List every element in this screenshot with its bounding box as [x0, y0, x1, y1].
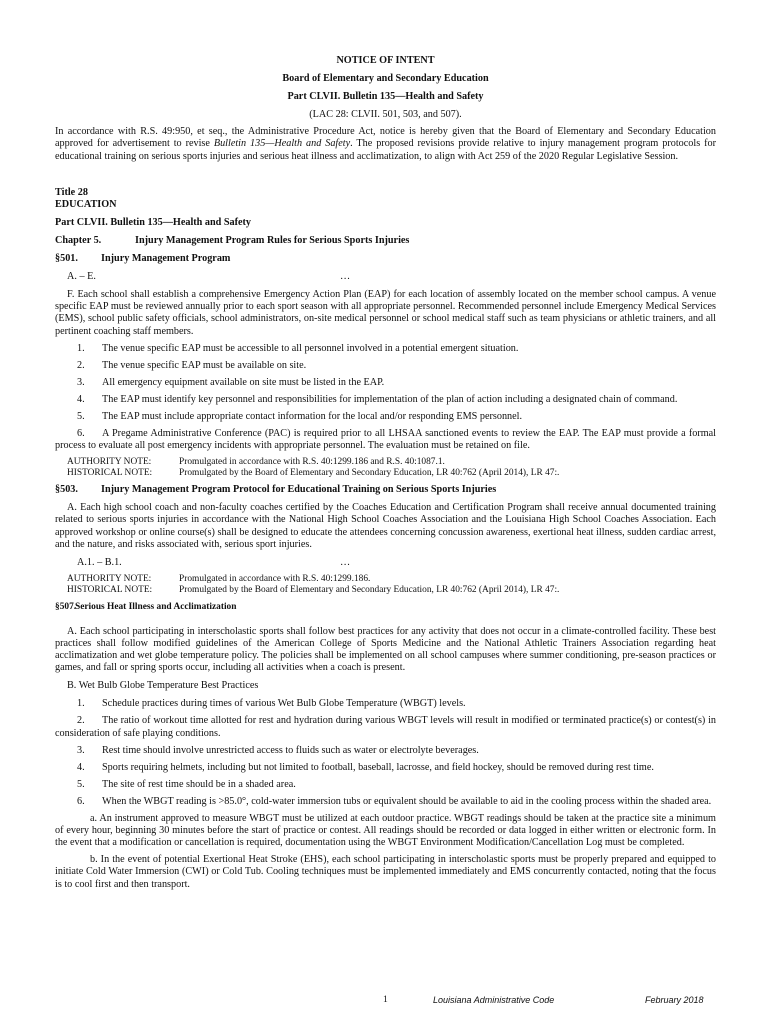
section-503-number: §503.	[55, 484, 78, 496]
range-ellipsis: …	[340, 271, 351, 283]
range-ellipsis: …	[340, 556, 351, 568]
section-507-number: §507.	[55, 601, 77, 612]
list-item: 2. The venue specific EAP must be available on site.	[77, 359, 307, 371]
intro-paragraph	[55, 126, 716, 162]
section-501-range	[55, 271, 716, 283]
section-503-a: A. Each high school coach and non-faculty coaches certified by the Coaches Education and Certification Program shall receive annual documented training related to serious sports injuries in accordance with the National High School Coaches Association and the Louisiana High School Coaches Association. Each approved workshop or online course(s) shall be designed to educate the attendees concerning concussion awareness, exertional heat illness, sudden cardiac arrest, and the nature, and risks associated with, serious sport injuries.	[55, 502, 716, 550]
section-507-a: A. Each school participating in interscholastic sports shall follow best practices for any activity that does not occur in a climate-controlled facility. These best practices shall follow modified guidelines of the American College of Sports Medicine and the National Athletic Trainers Association regarding heat acclimatization and wet globe temperature policy. The policies shall be implemented on all school campuses where summer conditioning, pre-season practices or games, and fall or spring sports occur, including all activities when a coach is present.	[55, 625, 716, 674]
range-label: A. – E.	[67, 271, 96, 283]
section-507-items	[55, 698, 716, 808]
list-item: 6. When the WBGT reading is >85.0°, cold-water immersion tubs or equivalent should be available to aid in the cooling process within the shaded area.	[77, 795, 712, 807]
chapter-heading	[55, 235, 716, 247]
list-item: 1. The venue specific EAP must be accessible to all personnel involved in a potential emergent situation.	[77, 342, 519, 354]
section-501-items	[55, 343, 716, 453]
list-item: 5. The site of rest time should be in a shaded area.	[77, 778, 296, 790]
sub-item-a: a. An instrument approved to measure WBGT must be utilized at each outdoor practice. WBGT readings should be taken at the practice site a minimum of every hour, beginning 30 minutes before the start of practice or contest. All readings should be recorded or data logged in either written or electronic form. In the event that a modification or cancellation is required, documentation using the WBGT Environment Modification/Cancellation Log must be completed.	[55, 813, 716, 849]
title-education: EDUCATION	[55, 198, 117, 210]
chapter-title: Injury Management Program Rules for Serious Sports Injuries	[135, 234, 410, 246]
section-501-f: F. Each school shall establish a comprehensive Emergency Action Plan (EAP) for each location of assembly located on the member school campus. A venue specific EAP must be reviewed annually prior to each sport season with all appropriate personnel. Recommended personnel include Emergency Medical Services (EMS), school public safety officials, school administrators, on-site medical personnel or school medical staff such as team physicians or athletic trainers, and all pertinent coaching staff members.	[55, 289, 716, 337]
section-501-number: §501.	[55, 253, 78, 265]
section-501-title: Injury Management Program	[101, 253, 231, 265]
list-item: 3. All emergency equipment available on site must be listed in the EAP.	[77, 376, 385, 388]
historical-note: HISTORICAL NOTE: Promulgated by the Board of Elementary and Secondary Education, LR 40:762 (April 2014), LR 47:.	[67, 584, 560, 595]
list-item: 3. Rest time should involve unrestricted access to fluids such as water or electrolyte beverages.	[77, 744, 479, 756]
sub-item-b: b. In the event of potential Exertional Heat Stroke (EHS), each school participating in interscholastic sports must be properly prepared and equipped to initiate Cold Water Immersion (CWI) or Cold Tub. Cooling techniques must be implemented immediately and EMS concurrently contacted, noting that the focus is to cool first and then transport.	[55, 854, 716, 890]
range-label: A.1. – B.1.	[77, 556, 122, 568]
page-footer	[0, 994, 770, 1008]
authority-note: AUTHORITY NOTE: Promulgated in accordance with R.S. 40:1299.186.	[67, 573, 371, 584]
footer-source: Louisiana Administrative Code	[433, 995, 555, 1005]
list-item: 2. The ratio of workout time allotted for rest and hydration during various WBGT levels will result in modified or terminated practice(s) or contest(s) in consideration of safe playing conditions.	[55, 715, 716, 739]
lac-reference: (LAC 28: CLVII. 501, 503, and 507).	[309, 109, 462, 121]
section-507-title: Serious Heat Illness and Acclimatization	[75, 601, 237, 612]
list-item: 4. The EAP must identify key personnel and responsibilities for implementation of the plan of action including a designated chain of command.	[77, 393, 678, 405]
title-part: Part CLVII. Bulletin 135—Health and Safety	[55, 216, 252, 228]
authority-note: AUTHORITY NOTE: Promulgated in accordance with R.S. 40:1299.186 and R.S. 40:1087.1.	[67, 457, 445, 468]
notice-title: NOTICE OF INTENT	[336, 55, 435, 66]
section-507-b: B. Wet Bulb Globe Temperature Best Practices	[67, 680, 259, 692]
title-number: Title 28	[55, 186, 88, 198]
intro-text-post: . The proposed revisions provide relative to injury management program protocols for educational training on serious sports injuries and serious heat illness and acclimatization, to align with Act 259 of the 2020 Regular Legislative Session.	[55, 138, 716, 162]
section-503-heading	[55, 484, 716, 496]
section-503-range	[55, 557, 716, 569]
list-item: 4. Sports requiring helmets, including but not limited to football, baseball, lacrosse, and field hockey, should be removed during rest time.	[77, 761, 654, 773]
list-item: 5. The EAP must include appropriate contact information for the local and/or responding EMS personnel.	[77, 410, 523, 422]
chapter-number: Chapter 5.	[55, 234, 102, 246]
part-heading: Part CLVII. Bulletin 135—Health and Safety	[287, 91, 484, 103]
section-507-heading	[55, 601, 716, 613]
board-name: Board of Elementary and Secondary Education	[282, 73, 489, 85]
document-page	[55, 55, 716, 891]
page-number: 1	[383, 994, 388, 1005]
intro-text-pre: In accordance with R.S. 49:950, et seq., the Administrative Procedure Act, notice is hereby given that the Board of Elementary and Secondary Education approved for advertisement to revise	[55, 126, 716, 150]
intro-text-italic: Bulletin 135—Health and Safety	[213, 138, 351, 150]
list-item: 1. Schedule practices during times of various Wet Bulb Globe Temperature (WBGT) levels.	[77, 698, 466, 710]
footer-date: February 2018	[645, 995, 704, 1005]
historical-note: HISTORICAL NOTE: Promulgated by the Board of Elementary and Secondary Education, LR 40:762 (April 2014), LR 47:.	[67, 468, 560, 479]
list-item: 6. A Pregame Administrative Conference (PAC) is required prior to all LHSAA sanctioned events to review the EAP. The EAP must provide a formal process to evaluate all post emergency incidents with appropriate personnel. The evaluation must be retained on file.	[55, 428, 716, 452]
section-503-title: Injury Management Program Protocol for Educational Training on Serious Sports Injuries	[101, 484, 497, 496]
section-501-heading	[55, 253, 716, 265]
